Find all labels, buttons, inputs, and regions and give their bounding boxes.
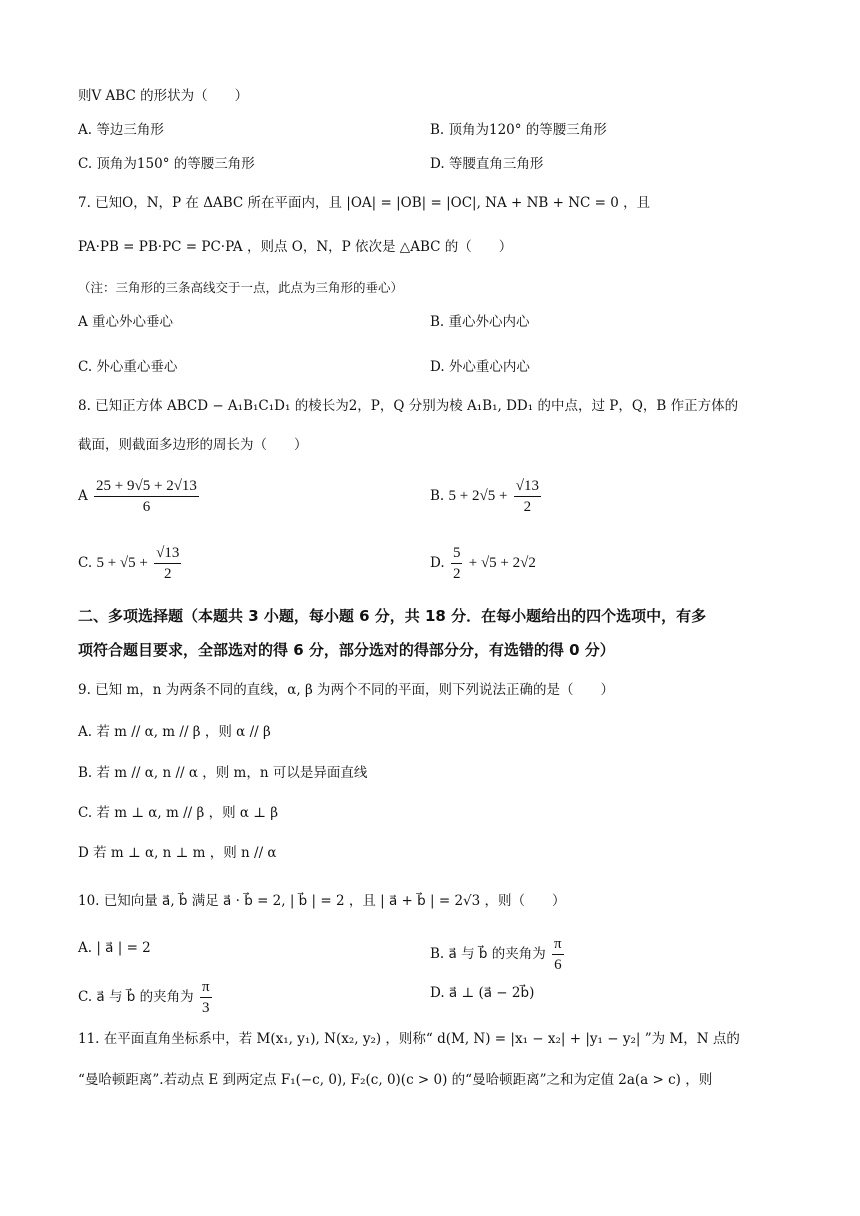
q10-option-c-fraction	[200, 977, 212, 1018]
q8-option-c-denominator: 2	[164, 566, 172, 582]
q10-option-a: A. | a⃗ | = 2	[78, 940, 151, 956]
q8-option-a-label: A	[78, 488, 88, 504]
q8-stem-line2: 截面，则截面多边形的周长为（ ）	[78, 437, 308, 453]
q8-option-c-numerator: √13	[154, 543, 181, 564]
q7-note: （注：三角形的三条高线交于一点，此点为三角形的垂心）	[78, 280, 404, 295]
q6-option-b: B. 顶角为120° 的等腰三角形	[430, 122, 607, 138]
q8-option-c-fraction	[154, 543, 181, 584]
q8-option-a	[78, 476, 201, 517]
q8-option-d-numerator: 5	[451, 543, 463, 564]
q9-option-c: C. 若 m ⊥ α, m // β ，则 α ⊥ β	[78, 805, 279, 821]
q9-option-b: B. 若 m // α, n // α ，则 m，n 可以是异面直线	[78, 765, 368, 781]
q8-option-a-denominator: 6	[142, 499, 151, 515]
q9-option-a: A. 若 m // α, m // β ，则 α // β	[78, 724, 271, 740]
q8-option-a-fraction	[94, 476, 199, 517]
q8-option-b-denominator: 2	[523, 499, 532, 515]
q8-option-c-expression: 5 + √5 +	[96, 555, 148, 571]
q8-option-a-numerator: 25 + 9√5 + 2√13	[94, 476, 199, 497]
section2-heading-line1: 二、多项选择题（本题共 3 小题，每小题 6 分，共 18 分．在每小题给出的四个选项中，有多	[78, 607, 707, 625]
q10-option-c-denominator: 3	[201, 1000, 210, 1016]
q6-stem-tail: 则V ABC 的形状为（ ）	[78, 88, 249, 104]
q8-option-b-label: B.	[430, 488, 445, 504]
q7-option-c: C. 外心重心垂心	[78, 359, 178, 375]
q8-option-d	[430, 543, 536, 584]
section2-heading-line2: 项符合题目要求，全部选对的得 6 分，部分选对的得部分分，有选错的得 0 分）	[78, 641, 615, 659]
q7-option-d: D. 外心重心内心	[430, 359, 530, 375]
q6-option-c: C. 顶角为150° 的等腰三角形	[78, 156, 255, 172]
q8-option-b-expression: 5 + 2√5 +	[448, 488, 508, 504]
q10-option-b	[430, 934, 566, 975]
q6-option-d: D. 等腰直角三角形	[430, 156, 544, 172]
q10-stem: 10. 已知向量 a⃗, b⃗ 满足 a⃗ · b⃗ = 2, | b⃗ | = 2 ，且 | a⃗ + b⃗ | = 2√3 ，则（ ）	[78, 893, 566, 909]
q7-stem-line2: PA·PB = PB·PC = PC·PA ，则点 O，N，P 依次是 △ABC 的（ ）	[78, 239, 513, 255]
q8-option-c	[78, 543, 183, 584]
q6-option-a: A. 等边三角形	[78, 122, 164, 138]
q10-option-c-text: C. a⃗ 与 b⃗ 的夹角为	[78, 989, 194, 1005]
q7-option-a: A 重心外心垂心	[78, 314, 174, 330]
q10-option-c-numerator: π	[200, 977, 212, 998]
q10-option-b-text: B. a⃗ 与 b⃗ 的夹角为	[430, 946, 546, 962]
q8-option-b-fraction	[514, 476, 541, 517]
q8-option-b	[430, 476, 543, 517]
q11-stem-line1: 11. 在平面直角坐标系中，若 M(x₁, y₁), N(x₂, y₂) ，则称“ d(M, N) = |x₁ − x₂| + |y₁ − y₂| ”为 M，N 点的	[78, 1031, 740, 1047]
q10-option-c	[78, 977, 214, 1018]
q9-stem: 9. 已知 m，n 为两条不同的直线，α, β 为两个不同的平面，则下列说法正确的是（ ）	[78, 682, 615, 698]
q8-stem-line1: 8. 已知正方体 ABCD − A₁B₁C₁D₁ 的棱长为2，P，Q 分别为棱 A₁B₁, DD₁ 的中点，过 P，Q，B 作正方体的	[78, 398, 739, 414]
q9-option-d: D 若 m ⊥ α, n ⊥ m ，则 n // α	[78, 845, 277, 861]
q8-option-d-denominator: 2	[452, 566, 461, 582]
q8-option-d-fraction	[451, 543, 463, 584]
q10-option-b-denominator: 6	[554, 957, 562, 973]
q8-option-d-expression: + √5 + 2√2	[468, 555, 536, 571]
q10-option-b-fraction	[552, 934, 564, 975]
q7-option-b: B. 重心外心内心	[430, 314, 530, 330]
q10-option-d: D. a⃗ ⊥ (a⃗ − 2b⃗)	[430, 985, 535, 1001]
q7-stem-line1: 7. 已知O，N，P 在 ΔABC 所在平面内，且 |OA| = |OB| = |OC|, NA + NB + NC = 0 ，且	[78, 195, 651, 211]
q11-stem-line2: “曼哈顿距离”.若动点 E 到两定点 F₁(−c, 0), F₂(c, 0)(c > 0) 的“曼哈顿距离”之和为定值 2a(a > c) ，则	[78, 1072, 713, 1088]
q8-option-c-label: C.	[78, 555, 93, 571]
q8-option-b-numerator: √13	[514, 476, 541, 497]
q10-option-b-numerator: π	[552, 934, 564, 955]
q8-option-d-label: D.	[430, 555, 445, 571]
